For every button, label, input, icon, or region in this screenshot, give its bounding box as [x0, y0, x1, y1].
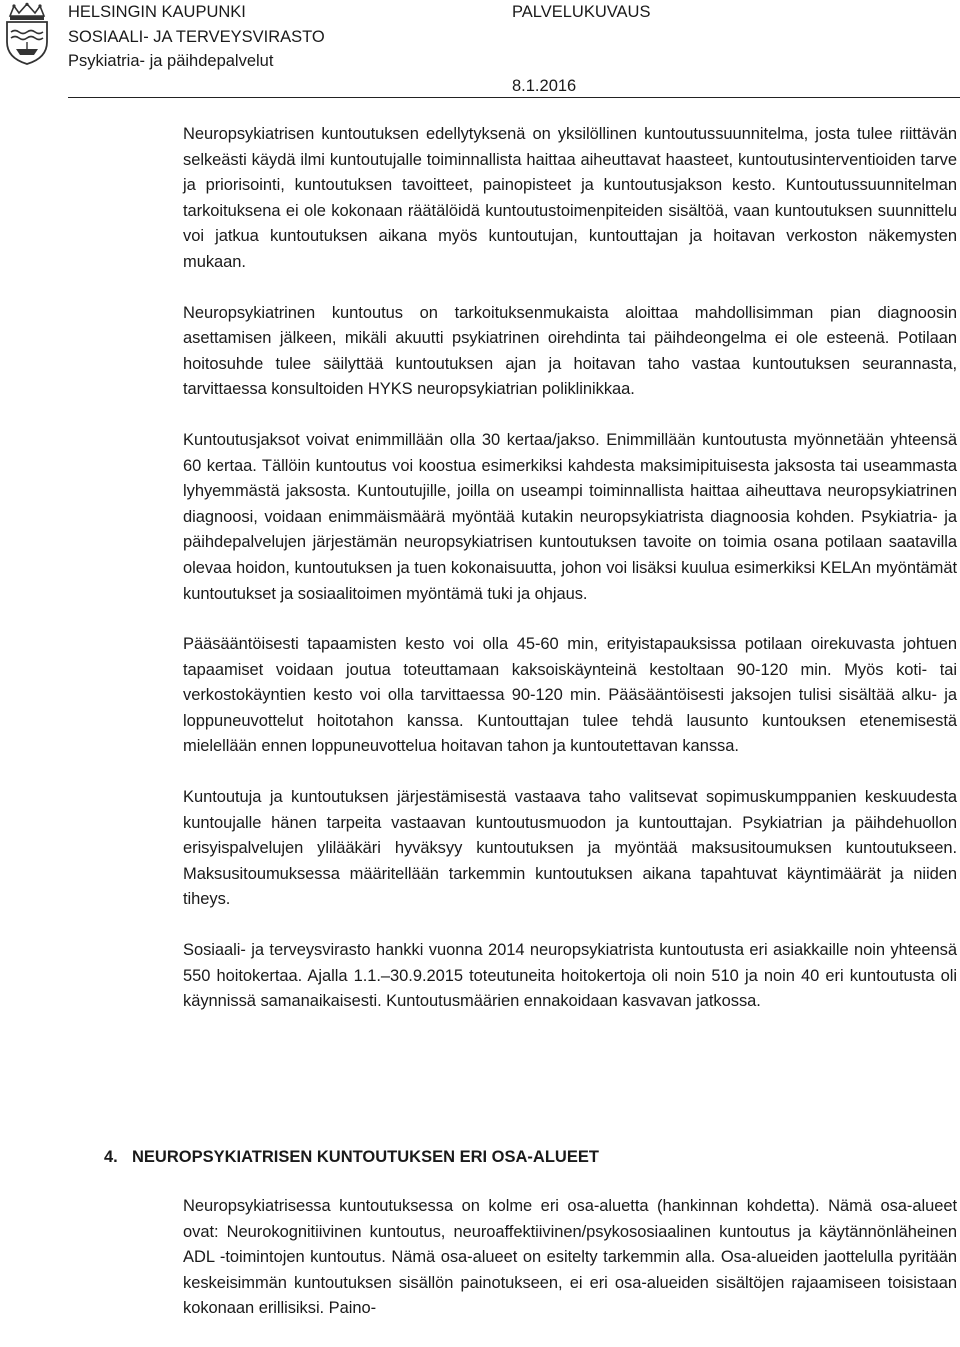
paragraph: Neuropsykiatrisessa kuntoutuksessa on kolme eri osa-aluetta (hankinnan kohdetta). Nämä osa-alueet ovat: Neurokognitiivinen kuntoutus, neuroaffektiivinen/psykososiaalinen kuntoutus ja käytännönläheinen ADL -toimintojen kuntoutus. Nämä osa-alueet on esitelty tarkemmin alla. Osa-alueiden jaottelulla pyritään keskeisimmän kuntoutuksen sisällön painotukseen, ei eri osa-alueiden sisältöjen rajaamiseen toisistaan kokonaan erillisiksi. Paino-: [183, 1197, 957, 1318]
section-title: NEUROPSYKIATRISEN KUNTOUTUKSEN ERI OSA-ALUEET: [132, 1148, 599, 1166]
header-divider: [68, 97, 960, 98]
section-number: 4.: [104, 1148, 118, 1166]
org-department: SOSIAALI- JA TERVEYSVIRASTO: [68, 27, 325, 46]
paragraph: Neuropsykiatrinen kuntoutus on tarkoituksenmukaista aloittaa mahdollisimman pian diagnoosin asettamisen jälkeen, mikäli akuutti psykiatrinen oirehdinta tai päihdeongelma ei ole esteenä. Potilaan hoitosuhde tulee säilyttää kuntoutuksen ajan ja hoitavan taho vastaa kuntoutuksen seurannasta, tarvittaessa konsultoiden HYKS neuropsykiatrian poliklinikkaa.: [183, 303, 957, 399]
section-heading: [104, 1144, 599, 1170]
paragraph: Kuntoutusjaksot voivat enimmillään olla 30 kertaa/jakso. Enimmillään kuntoutusta myönnetään yhteensä 60 kertaa. Tällöin kuntoutus voi koostua esimerkiksi kahdesta maksimipituisesta jaksosta tai useammasta lyhyemmästä jaksosta. Kuntoutujille, joilla on useampi toiminnallista haittaa aiheuttava neuropsykiatrinen diagnoosi, voidaan enimmäismäärä myöntää kutakin neuropsykiatrista diagnoosia kohden. Psykiatria- ja päihdepalvelujen järjestämän neuropsykiatrisen kuntoutuksen tavoite on toimia osana potilaan saatavilla olevaa hoidon, kuntoutuksen ja tuen kokonaisuutta, johon voi lisäksi kuulua esimerkiksi KELAn myöntämät kuntoutukset ja sosiaalitoimen myöntämä tuki ja ohjaus.: [183, 430, 957, 603]
helsinki-crest-icon: [2, 2, 52, 66]
section-body: [183, 1194, 957, 1347]
body-text: [183, 122, 957, 1040]
organization-block: [68, 0, 325, 74]
org-unit: Psykiatria- ja päihdepalvelut: [68, 52, 274, 70]
paragraph: Neuropsykiatrisen kuntoutuksen edellytyksenä on yksilöllinen kuntoutussuunnitelma, josta tulee riittävän selkeästi käydä ilmi kuntoutujalle toiminnallista haittaa aiheuttavat haasteet, kuntoutusinterventioiden tarve ja priorisointi, kuntoutuksen tavoitteet, painopisteet ja kuntoutusjakson kesto. Kuntoutussuunnitelman tarkoituksena ei ole kokonaan räätälöidä kuntoutustoimenpiteiden sisältöä, vaan kuntoutuksen suunnittelu voi jatkua kuntoutuksen aikana myös kuntoutujan, kuntouttajan ja hoitavan verkoston näkemysten mukaan.: [183, 125, 957, 271]
document-type: PALVELUKUVAUS: [512, 3, 651, 21]
org-city: HELSINGIN KAUPUNKI: [68, 3, 246, 21]
paragraph: Kuntoutuja ja kuntoutuksen järjestämisestä vastaava taho valitsevat sopimuskumppanien keskuudesta kuntoujalle hänen tarpeita vastaavan kuntoutusmuodon ja kuntouttajan. Psykiatrian ja päihdehuollon erisyispalvelujen ylilääkäri hyväksyy kuntoutuksen ja myöntää maksusitoumuksen kuntoutukseen. Maksusitoumuksessa määritellään tarkemmin kuntoutuksen aikana tapahtuvat käyntimäärät ja niiden tiheys.: [183, 788, 957, 909]
page-header: [0, 0, 960, 100]
paragraph: Pääsääntöisesti tapaamisten kesto voi olla 45-60 min, erityistapauksissa potilaan oirekuvasta johtuen tapaamiset voidaan joutua toteuttamaan kaksoiskäynteinä kestoltaan 90-120 min. Myös koti- tai verkostokäyntien kesto voi olla tarvittaessa 90-120 min. Pääsääntöisesti jaksojen tulisi sisältää alku- ja loppuneuvottelut hoitotahon kanssa. Kuntouttajan tulee tehdä lausunto kuntouksen etenemisestä mielellään ennen loppuneuvottelua hoitavan tahon ja kuntoutettavan kanssa.: [183, 635, 957, 756]
document-date: 8.1.2016: [512, 77, 577, 95]
paragraph: Sosiaali- ja terveysvirasto hankki vuonna 2014 neuropsykiatrista kuntoutusta eri asiakkaille noin yhteensä 550 hoitokertaa. Ajalla 1.1.–30.9.2015 toteutuneita hoitokertoja oli noin 510 ja noin 40 eri kuntoutusta oli käynnissä samanaikaisesti. Kuntoutusmäärien ennakoidaan kasvavan jatkossa.: [183, 941, 957, 1011]
